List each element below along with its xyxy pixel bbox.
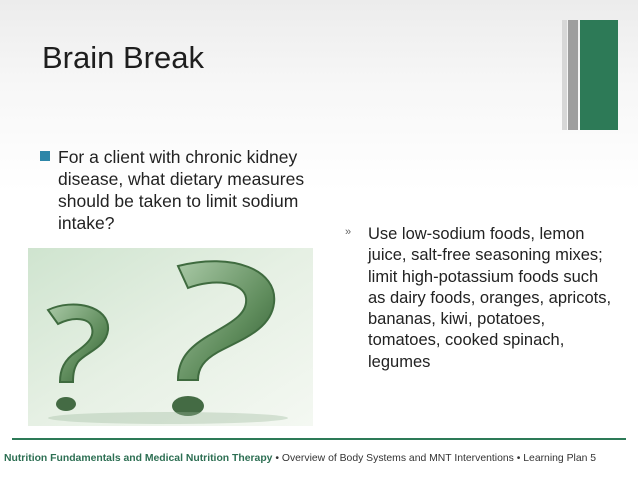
square-bullet-icon xyxy=(40,151,50,161)
footer-plan: Learning Plan 5 xyxy=(523,453,597,464)
footer-divider xyxy=(12,438,626,440)
decor-bar-thin xyxy=(562,20,567,130)
footer xyxy=(4,453,634,464)
question-text: For a client with chronic kidney disease, what dietary measures should be taken to limit sodium intake? xyxy=(58,147,305,233)
slide-title: Brain Break xyxy=(42,40,204,75)
footer-separator: • xyxy=(513,453,524,464)
footer-module: Overview of Body Systems and MNT Interventions xyxy=(281,453,514,464)
decor-bar-green xyxy=(580,20,618,130)
footer-course: Nutrition Fundamentals and Medical Nutrition Therapy xyxy=(4,453,273,464)
answer-text: Use low-sodium foods, lemon juice, salt-free seasoning mixes; limit high-potassium foods such as dairy foods, oranges, apricots, bananas, kiwi, potatoes, tomatoes, cooked spinach, legumes xyxy=(368,225,612,371)
footer-separator: • xyxy=(272,453,282,464)
question-mark-icon xyxy=(28,248,313,426)
decor-bar-gray xyxy=(568,20,578,130)
chevron-bullet-icon: » xyxy=(345,226,352,238)
